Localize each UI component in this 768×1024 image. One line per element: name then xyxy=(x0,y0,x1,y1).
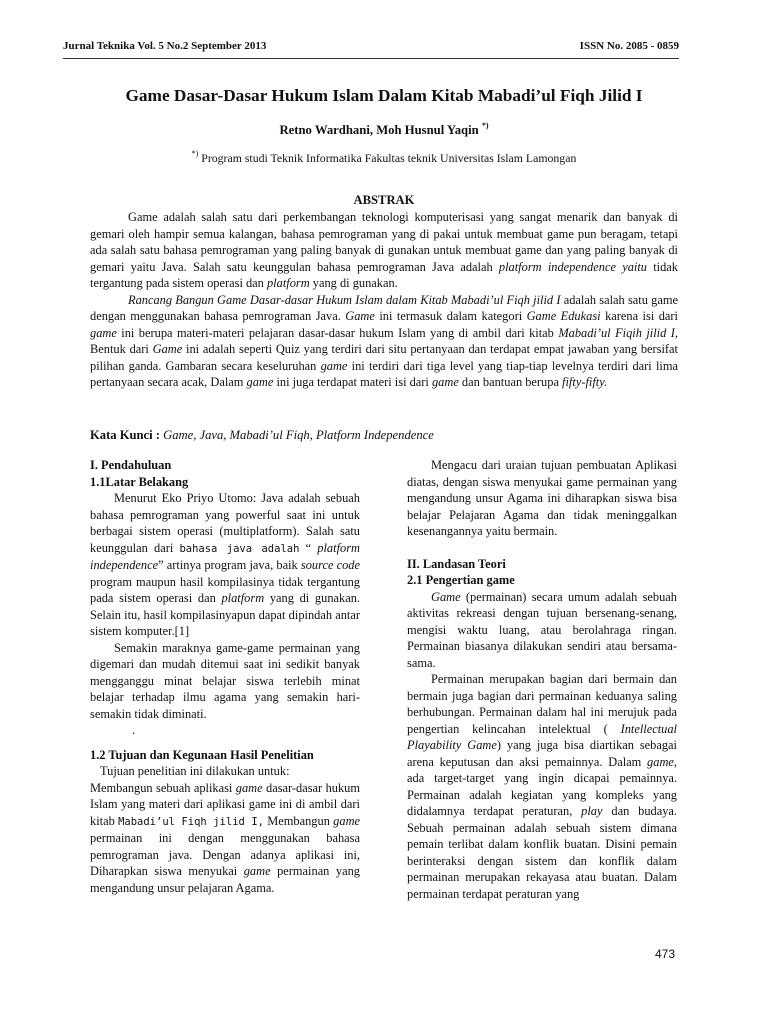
keywords-text: Game, Java, Mabadi’ul Fiqh, Platform Independence xyxy=(159,428,434,442)
abstract-body xyxy=(90,209,678,391)
body-text: ” artinya program java, baik xyxy=(158,558,301,572)
running-header xyxy=(63,40,679,52)
section-heading-pendahuluan: I. Pendahuluan xyxy=(90,458,172,472)
body-italic: Game xyxy=(431,589,461,604)
keywords-label: Kata Kunci : xyxy=(90,428,160,442)
body-italic: platform independence xyxy=(90,540,360,572)
abstract-text: adalah salah satu game dengan menggunakan bahasa pemrograman Java. xyxy=(90,292,678,323)
subsection-heading-pengertian-game: 2.1 Pengertian game xyxy=(407,573,515,587)
body-paragraph xyxy=(407,589,677,672)
body-text: dasar-dasar hukum Islam yang materi dari aplikasi game ini di ambil dari kitab xyxy=(90,780,361,828)
body-text: Membangun sebuah aplikasi xyxy=(90,780,236,795)
paper-title: Game Dasar-Dasar Hukum Islam Dalam Kitab Mabadi’ul Fiqh Jilid I xyxy=(125,86,643,105)
keywords xyxy=(90,428,678,443)
body-text: Permainan merupakan bagian dari bermain dan bermain juga bagian dari permainan keduanya saling berhubungan. Permainan dalam hal ini merujuk pada pengertian kelincahan intelektual ( xyxy=(407,672,677,736)
abstract-italic: game xyxy=(90,325,117,340)
abstract-italic: Game xyxy=(152,342,183,356)
abstract-text: karena isi dari xyxy=(600,309,678,323)
body-text: yang di gunakan. Selain itu, hasil kompilasinyapun dapat dipindah antar sistem komputer.[1] xyxy=(90,591,361,638)
abstract-italic: Game xyxy=(345,309,375,323)
body-paragraph: Mengacu dari uraian tujuan pembuatan Aplikasi diatas, dengan siswa menyukai game permainan yang mengandung unsur Agama ini diharapkan siswa bisa belajar Pelajaran Agama dan tidak meninggalkan kesenangannya yaitu bermain. xyxy=(407,458,677,538)
abstract-text: ini berupa materi-materi pelajaran dasar-dasar hukum Islam yang di ambil dari kitab xyxy=(116,325,559,340)
right-column xyxy=(407,457,677,902)
abstract-italic: fifty-fifty. xyxy=(562,375,608,389)
abstract-text: tidak tergantung pada sistem operasi dan xyxy=(90,259,678,290)
body-italic: game xyxy=(647,754,674,769)
body-paragraph xyxy=(90,780,360,897)
spacer xyxy=(90,739,360,747)
body-paragraph xyxy=(407,671,677,902)
body-italic: platform xyxy=(221,591,265,605)
body-text: “ xyxy=(299,540,318,555)
abstract-italic: platform xyxy=(266,276,310,290)
body-text: permainan ini dengan menggunakan bahasa pemrograman java. Dengan adanya aplikasi ini, Diharapkan siswa menyukai xyxy=(90,831,360,878)
abstract-text: ini terdiri dari tiga level yang tiap-tiap levelnya terdiri dari lima pertanyaan secara acak, Dalam xyxy=(90,358,678,389)
body-italic: game xyxy=(333,813,361,828)
subsection-heading-latar-belakang: 1.1Latar Belakang xyxy=(90,474,189,489)
left-column xyxy=(90,457,360,896)
spacer xyxy=(407,540,677,556)
abstract-paragraph-1 xyxy=(90,209,678,292)
body-text: , ada target-target yang ingin dicapai pemainnya. Permainan adalah kegiatan yang kompleks yang didalamnya terdapat peraturan, xyxy=(407,754,677,818)
author-mark: *) xyxy=(481,121,489,130)
stray-dot: . xyxy=(132,723,136,737)
abstract-italic: Rancang Bangun Game Dasar-dasar Hukum Islam dalam Kitab Mabadi’ul Fiqh jilid I xyxy=(128,292,561,307)
header-rule xyxy=(63,58,679,59)
abstract-text: ini termasuk dalam kategori xyxy=(374,309,527,323)
section-heading-landasan-teori: II. Landasan Teori xyxy=(407,556,506,571)
abstract-heading: ABSTRAK xyxy=(353,193,415,207)
abstract-italic: platform independence yaitu xyxy=(498,259,647,274)
body-italic: source code xyxy=(300,558,360,572)
author-names: Retno Wardhani, Moh Husnul Yaqin xyxy=(279,123,479,137)
abstract-text: yang di gunakan. xyxy=(309,276,398,290)
abstract-text: Game adalah salah satu dari perkembangan teknologi komputerisasi yang sangat menarik dan banyak di gemari oleh hampir semua kalangan, bahasa pemrograman yang di pakai untuk membuat game pun beragam, tetapi ada salah satu bahasa pemrograman yang paling banyak di gunakan untuk membuat game dan yang paling banyak di gemari yaitu Java. Salah satu keunggulan bahasa pemrograman Java adalah xyxy=(90,210,678,274)
body-code-text: Mabadi’ul Fiqh jilid I, xyxy=(118,815,264,828)
body-italic: game xyxy=(235,780,263,795)
journal-name: Jurnal Teknika Vol. 5 No.2 September 2013 xyxy=(63,40,267,52)
abstract-text: ini juga terdapat materi isi dari xyxy=(273,375,432,389)
body-paragraph: Semakin maraknya game-game permainan yang digemari dan mudah ditemui saat ini sedikit banyak mengganggu minat belajar siswa terlebih minat belajar terhadap ilmu agama yang semakin hari-semakin tidak diminati. xyxy=(90,640,360,721)
body-italic: game xyxy=(243,864,271,878)
body-text: dan budaya. Sebuah permainan adalah sebuah sistem dimana pemain terlibat dalam konflik buatan. Disini pemain berinteraksi dengan sistem dan konflik dalam permainan merupakan rekayasa atau buatan. Dalam permainan terdapat peraturan yang xyxy=(407,804,678,901)
body-text: ) yang juga bisa diartikan sebagai arena keputusan dan aksi pemainnya. Dalam xyxy=(407,738,678,769)
page-number: 473 xyxy=(655,947,676,961)
body-text: Membangun xyxy=(263,813,334,828)
affiliation-mark: *) xyxy=(191,149,199,158)
abstract-italic: game xyxy=(431,375,459,389)
abstract-text: Bentuk dari xyxy=(90,342,153,356)
body-paragraph: Tujuan penelitian ini dilakukan untuk: xyxy=(100,764,290,778)
authors xyxy=(40,123,728,138)
abstract-text: dan bantuan berupa xyxy=(458,375,563,389)
body-text: (permainan) secara umum adalah sebuah aktivitas rekreasi dengan tujuan bersenang-senang, mengisi waktu luang, atau berolahraga ringan. Permainan biasanya dilakukan sendiri atau bersama-sama. xyxy=(407,589,677,670)
body-italic: play xyxy=(581,804,603,818)
abstract-italic: Mabadi’ul Fiqih jilid I, xyxy=(558,325,678,340)
abstract-italic: game xyxy=(246,375,274,389)
subsection-heading-tujuan: 1.2 Tujuan dan Kegunaan Hasil Penelitian xyxy=(90,747,314,762)
abstract-italic: game xyxy=(320,358,348,373)
body-paragraph xyxy=(90,490,360,640)
affiliation-text: Program studi Teknik Informatika Fakultas teknik Universitas Islam Lamongan xyxy=(198,151,577,165)
body-text: program maupun hasil kompilasinya tidak tergantung pada sistem operasi dan xyxy=(90,574,360,605)
body-text: Menurut Eko Priyo Utomo: Java adalah sebuah bahasa pemrograman yang powerful saat ini untuk berbagai sistem operasi (multiplatform). Salah satu keunggulan dari xyxy=(90,491,360,555)
affiliation xyxy=(40,151,728,166)
body-text: permainan yang mengandung unsur pelajaran Agama. xyxy=(90,864,360,895)
abstract-text: ini adalah seperti Quiz yang terdiri dari situ pertanyaan dan terdapat empat jawaban yang bersifat pilihan ganda. Gambaran secara keseluruhan xyxy=(90,342,678,373)
abstract-italic: Game Edukasi xyxy=(526,309,601,323)
abstract-paragraph-2 xyxy=(90,292,678,391)
issn: ISSN No. 2085 - 0859 xyxy=(579,40,679,52)
body-code-text: bahasa java adalah xyxy=(179,542,300,555)
body-italic: Intellectual Playability Game xyxy=(407,721,677,752)
